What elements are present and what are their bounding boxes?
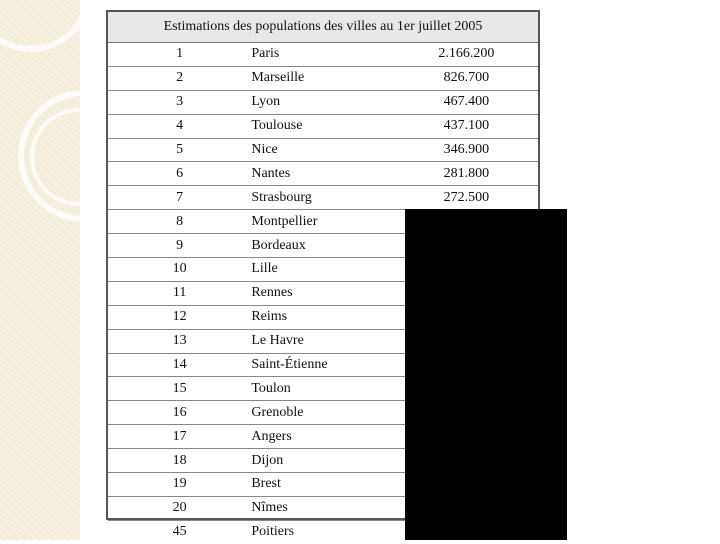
rank-cell: 45 <box>172 524 187 540</box>
population-cell: 826.700 <box>395 66 538 90</box>
rank-cell: 12 <box>108 305 251 329</box>
decorative-ring <box>0 0 80 52</box>
rank-cell: 6 <box>108 162 251 186</box>
population-cell: 281.800 <box>395 162 538 186</box>
table-row <box>108 90 538 114</box>
rank-cell: 1 <box>108 43 251 67</box>
rank-cell: 15 <box>108 377 251 401</box>
city-cell: Reims <box>251 305 394 329</box>
slide-side-decoration <box>0 0 80 540</box>
rank-cell: 20 <box>108 496 251 520</box>
city-cell: Paris <box>251 43 394 67</box>
population-cell: 2.166.200 <box>395 43 538 67</box>
redaction-box <box>405 209 567 540</box>
rank-cell: 8 <box>108 210 251 234</box>
city-cell: Nîmes <box>251 496 394 520</box>
rank-cell: 16 <box>108 401 251 425</box>
table-row <box>108 162 538 186</box>
table-title: Estimations des populations des villes au 1er juillet 2005 <box>108 12 538 43</box>
table-header-row <box>108 12 538 43</box>
rank-cell: 13 <box>108 329 251 353</box>
city-cell: Rennes <box>251 281 394 305</box>
population-cell: 437.100 <box>395 114 538 138</box>
rank-cell: 14 <box>108 353 251 377</box>
rank-cell: 18 <box>108 449 251 473</box>
table-row <box>108 66 538 90</box>
city-cell: Dijon <box>251 449 394 473</box>
city-cell: Bordeaux <box>251 234 394 258</box>
rank-cell: 5 <box>108 138 251 162</box>
table-row <box>108 186 538 210</box>
table-row <box>108 43 538 67</box>
table-row <box>108 138 538 162</box>
population-cell: 272.500 <box>395 186 538 210</box>
city-cell: Marseille <box>251 66 394 90</box>
city-cell: Angers <box>251 425 394 449</box>
city-cell: Nantes <box>251 162 394 186</box>
city-cell: Toulon <box>251 377 394 401</box>
city-cell: Lille <box>251 258 394 282</box>
city-cell: Montpellier <box>251 210 394 234</box>
city-cell: Toulouse <box>251 114 394 138</box>
city-cell: Saint-Étienne <box>251 353 394 377</box>
city-cell: Brest <box>251 473 394 497</box>
rank-cell: 9 <box>108 234 251 258</box>
table-row <box>108 114 538 138</box>
population-cell: 467.400 <box>395 90 538 114</box>
rank-cell: 3 <box>108 90 251 114</box>
city-cell: Grenoble <box>251 401 394 425</box>
city-cell: Lyon <box>251 90 394 114</box>
rank-cell: 4 <box>108 114 251 138</box>
rank-cell: 19 <box>108 473 251 497</box>
rank-cell: 10 <box>108 258 251 282</box>
rank-cell: 7 <box>108 186 251 210</box>
city-cell: Strasbourg <box>251 186 394 210</box>
population-cell: 346.900 <box>395 138 538 162</box>
city-cell: Nice <box>251 138 394 162</box>
city-cell: Le Havre <box>251 329 394 353</box>
rank-cell: 17 <box>108 425 251 449</box>
rank-cell: 11 <box>108 281 251 305</box>
city-cell: Poitiers <box>251 524 295 540</box>
rank-cell: 2 <box>108 66 251 90</box>
